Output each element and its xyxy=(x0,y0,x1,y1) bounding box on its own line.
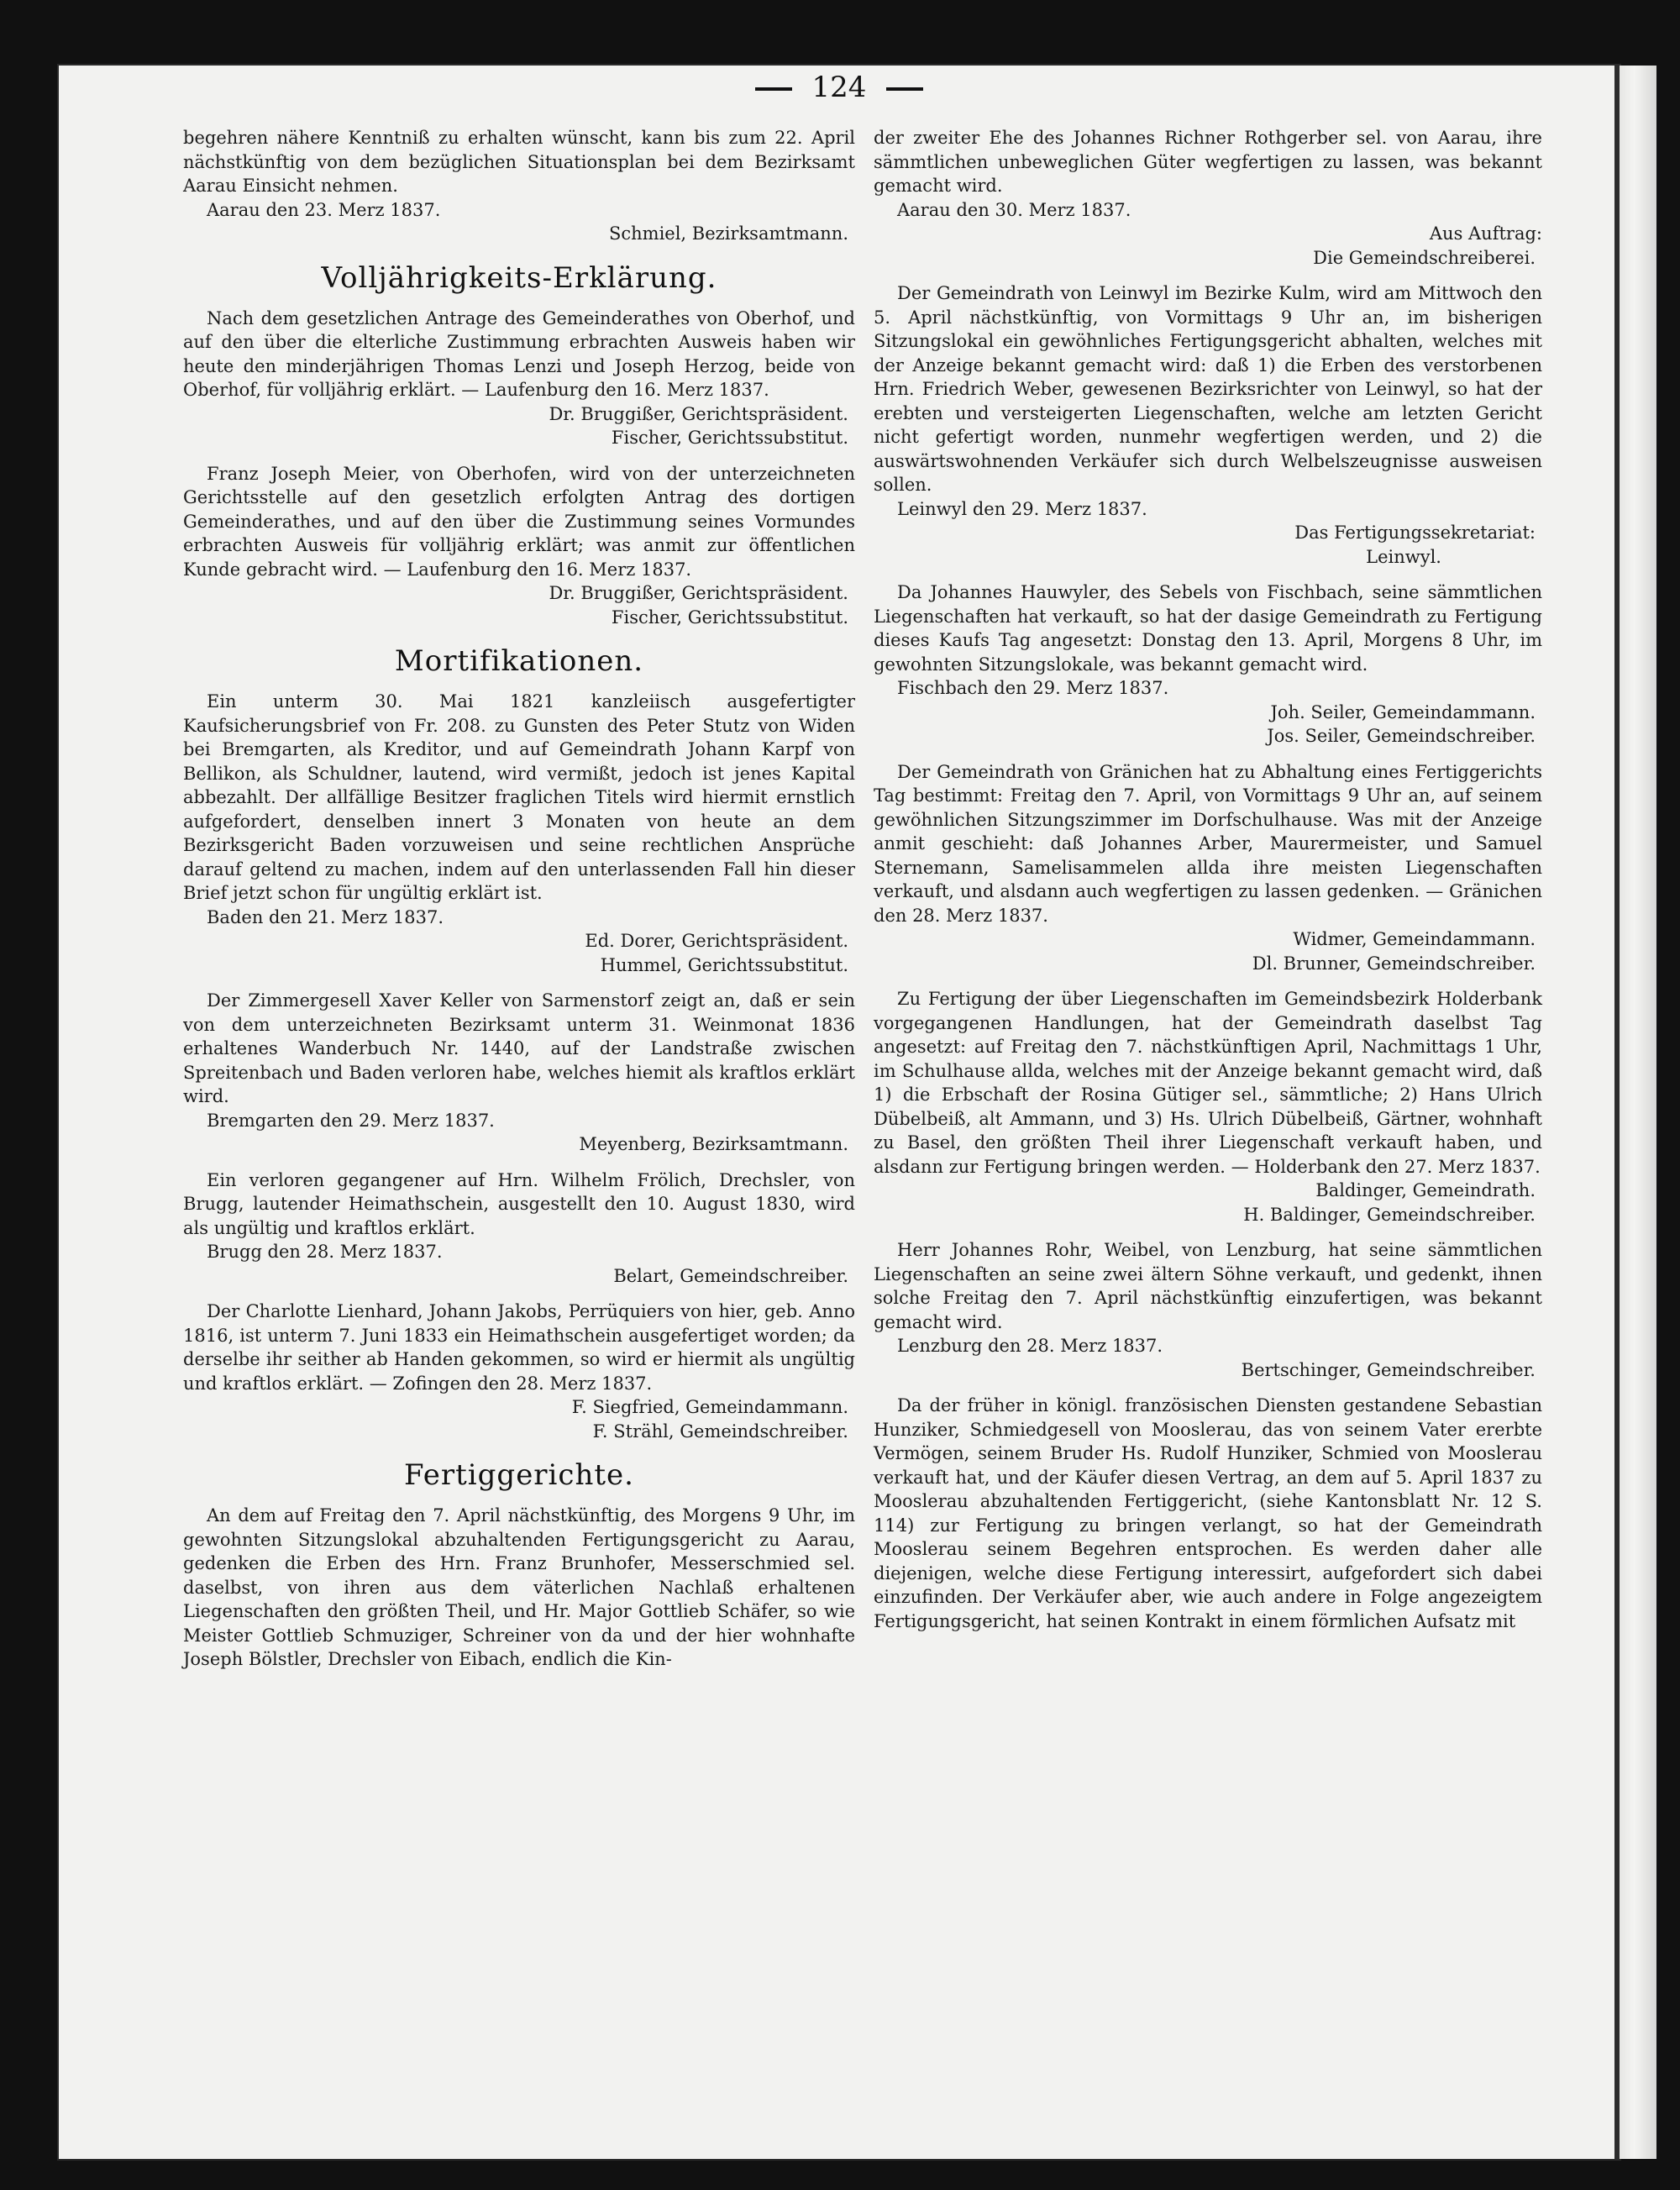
notice-court-6 xyxy=(874,1238,1542,1382)
section-heading-courts: Fertiggerichte. xyxy=(404,1458,634,1492)
notice-signature: Widmer, Gemeindammann. xyxy=(1293,929,1536,949)
page-header xyxy=(59,71,1620,104)
notice-signature: Fischer, Gerichtssubstitut. xyxy=(611,607,848,628)
notice-signature: Ed. Dorer, Gerichtspräsident. xyxy=(585,931,848,951)
notice-signature: F. Strähl, Gemeindschreiber. xyxy=(592,1421,848,1442)
section-heading-mortification: Mortifikationen. xyxy=(394,644,644,678)
notice-mortification-2 xyxy=(183,989,855,1157)
notice-date: Bremgarten den 29. Merz 1837. xyxy=(207,1110,495,1131)
left-column xyxy=(183,126,855,1683)
notice-body: Nach dem gesetzlichen Antrage des Gemeinderathes von Oberhof, und auf den über die elterliche Zustimmung erbrachten Ausweis haben wir heute den minderjährigen Thomas Lenzi und Joseph Herzog, beide von Oberhof, für volljährig erklärt. — Laufenburg den 16. Merz 1837. xyxy=(183,307,855,400)
notice-body: An dem auf Freitag den 7. April nächstkünftig, des Morgens 9 Uhr, im gewohnten Sitzungslokal abzuhaltenden Fertigungsgericht zu Aarau, gedenken die Erben des Hrn. Franz Brunhofer, Messerschmied sel. daselbst, von ihren aus dem väterlichen Nachlaß erhaltenen Liegenschaften den größten Theil, und Hr. Major Gottlieb Schäfer, so wie Meister Gottlieb Schmuziger, Schreiner von da und der hier wohnhafte Joseph Bölstler, Drechsler von Eibach, endlich die Kin- xyxy=(183,1505,855,1669)
section-heading-majority: Volljährigkeits-Erklärung. xyxy=(321,260,717,295)
notice-court-2 xyxy=(874,281,1542,569)
notice-body: Ein unterm 30. Mai 1821 kanzleiisch ausgefertigter Kaufsicherungsbrief von Fr. 208. zu Gunsten des Peter Stutz von Widen bei Bremgarten, als Kreditor, und auf Gemeindrath Johann Karpf von Bellikon, als Schuldner, lautend, wird vermißt, jedoch ist jenes Kapital abbezahlt. Der allfällige Besitzer fraglichen Titels wird hiermit ernstlich aufgefordert, denselben innert 3 Monaten von heute an dem Bezirksgericht Baden vorzuweisen und seine rechtlichen Ansprüche darauf geltend zu machen, indem auf den unterlassenden Fall hin dieser Brief jetzt schon für ungültig erklärt ist. xyxy=(183,691,855,903)
notice-signature: Hummel, Gerichtssubstitut. xyxy=(600,954,848,975)
notice-body: Der Gemeindrath von Leinwyl im Bezirke Kulm, wird am Mittwoch den 5. April nächstkünftig, von Vormittags 9 Uhr an, im bisherigen Sitzungslokal ein gewöhnliches Fertigungsgericht abhalten, welches mit der Anzeige bekannt gemacht wird: daß 1) die Erben des verstorbenen Hrn. Friedrich Weber, gewesenen Bezirksrichter von Leinwyl, so hat der erebten und versteigerten Liegenschaften, welche am letzten Gericht nicht gefertigt worden, nunmehr wegfertigen werden, und 2) die auswärtswohnenden Verkäufer sich durch Welbelszeugnisse ausweisen sollen. xyxy=(874,283,1542,495)
notice-body: Herr Johannes Rohr, Weibel, von Lenzburg, hat seine sämmtlichen Liegenschaften an seine zwei ältern Söhne verkauft, und gedenkt, ihnen solche Freitag den 7. April nächstkünftig einzufertigen, was bekannt gemacht wird. xyxy=(874,1240,1542,1332)
notice-signature: Dr. Bruggißer, Gerichtspräsident. xyxy=(549,583,848,603)
notice-signature: Aus Auftrag: xyxy=(1429,223,1542,244)
notice-top-fragment xyxy=(183,126,855,246)
header-dash-left xyxy=(755,87,792,91)
notice-signature: Joh. Seiler, Gemeindammann. xyxy=(1270,701,1536,722)
notice-signature: Das Fertigungssekretariat: xyxy=(1294,523,1536,543)
notice-body: Ein verloren gegangener auf Hrn. Wilhelm Frölich, Drechsler, von Brugg, lautender Heimathschein, ausgestellt den 10. August 1830, wird als ungültig und kraftlos erklärt. xyxy=(183,1169,855,1238)
notice-body: Der Zimmergesell Xaver Keller von Sarmenstorf zeigt an, daß er sein von dem unterzeichneten Bezirksamt unterm 31. Weinmonat 1836 erhaltenes Wanderbuch Nr. 1440, auf der Landstraße zwischen Spreitenbach und Baden verloren habe, welches hiemit als kraftlos erklärt wird. xyxy=(183,990,855,1106)
notice-body: begehren nähere Kenntniß zu erhalten wünscht, kann bis zum 22. April nächstkünftig von dem bezüglichen Situationsplan bei dem Bezirksamt Aarau Einsicht nehmen. xyxy=(183,128,855,196)
notice-signature: Leinwyl. xyxy=(1366,546,1441,567)
next-page-edge xyxy=(1620,66,1656,2159)
notice-mortification-3 xyxy=(183,1169,855,1289)
notice-signature: F. Siegfried, Gemeindammann. xyxy=(571,1397,848,1417)
notice-date: Lenzburg den 28. Merz 1837. xyxy=(897,1336,1163,1356)
notice-court-4 xyxy=(874,760,1542,976)
notice-signature: Fischer, Gerichtssubstitut. xyxy=(611,428,848,448)
notice-body: der zweiter Ehe des Johannes Richner Rothgerber sel. von Aarau, ihre sämmtlichen unbeweglichen Güter wegfertigen zu lassen, was bekannt gemacht wird. xyxy=(874,128,1542,196)
notice-body: Zu Fertigung der über Liegenschaften im Gemeindsbezirk Holderbank vorgegangenen Handlungen, hat der Gemeindrath daselbst Tag angesetzt: auf Freitag den 7. nächstkünftigen April, Nachmittags 1 Uhr, im Schulhause allda, welches mit der Anzeige bekannt gemacht wird, daß 1) die Erbschaft der Rosina Gütiger sel., sämmtliche; 2) Hans Ulrich Dübelbeiß, alt Ammann, und 3) Hs. Ulrich Dübelbeiß, Gärtner, wohnhaft zu Basel, den größten Theil ihrer Liegenschaft verkauft haben, und alsdann zur Fertigung bringen werden. — Holderbank den 27. Merz 1837. xyxy=(874,989,1542,1177)
notice-majority-2 xyxy=(183,462,855,630)
notice-signature: Belart, Gemeindschreiber. xyxy=(613,1265,848,1286)
notice-mortification-1 xyxy=(183,690,855,977)
notice-signature: Schmiel, Bezirksamtmann. xyxy=(608,223,848,244)
notice-court-5 xyxy=(874,987,1542,1226)
notice-signature: Die Gemeindschreiberei. xyxy=(1313,247,1536,268)
notice-body: Franz Joseph Meier, von Oberhofen, wird von der unterzeichneten Gerichtsstelle auf den gesetzlich erfolgten Antrag des dortigen Gemeinderathes, und auf den über die Zustimmung seines Vormundes erbrachten Ausweis für volljährig erklärt; was anmit zur öffentlichen Kunde gebracht wird. — Laufenburg den 16. Merz 1837. xyxy=(183,463,855,580)
notice-body: Der Gemeindrath von Gränichen hat zu Abhaltung eines Fertiggerichts Tag bestimmt: Freitag den 7. April, von Vormittags 9 Uhr an, auf seinem gewöhnlichen Sitzungszimmer im Dorfschulhause. Was mit der Anzeige anmit geschieht: daß Johannes Arber, Maurermeister, und Samuel Sternemann, Samelisammelen allda ihre meisten Liegenschaften verkauft, und alsdann auch wegfertigen zu lassen gedenken. — Gränichen den 28. Merz 1837. xyxy=(874,761,1542,926)
notice-date: Baden den 21. Merz 1837. xyxy=(207,906,444,927)
notice-signature: Baldinger, Gemeindrath. xyxy=(1315,1180,1536,1200)
notice-body: Da der früher in königl. französischen Diensten gestandene Sebastian Hunziker, Schmiedgesell von Mooslerau, das von seinem Vater ererbte Vermögen, seinem Bruder Hs. Rudolf Hunziker, Schmied von Mooslerau verkauft hat, und der Käufer diesen Vertrag, an dem auf 5. April 1837 zu Mooslerau abzuhaltenden Fertiggericht, (siehe Kantonsblatt Nr. 12 S. 114) zur Fertigung zu bringen verlangt, so hat der Gemeindrath Mooslerau seinem Begehren entsprochen. Es werden daher alle diejenigen, welche diese Fertigung interessirt, aufgefordert sich dabei einzufinden. Der Verkäufer aber, wie auch andere in Folge angezeigtem Fertigungsgericht, hat seinen Kontrakt in einem förmlichen Aufsatz mit xyxy=(874,1395,1542,1631)
notice-signature: Dr. Bruggißer, Gerichtspräsident. xyxy=(549,403,848,424)
notice-majority-1 xyxy=(183,307,855,450)
notice-court-1-start xyxy=(183,1504,855,1672)
page-number: 124 xyxy=(811,71,867,104)
notice-mortification-4 xyxy=(183,1300,855,1443)
notice-body: Da Johannes Hauwyler, des Sebels von Fischbach, seine sämmtlichen Liegenschaften hat verkauft, so hat der dasige Gemeindrath zu Fertigung dieses Kaufs Tag angesetzt: Donstag den 13. April, Morgens 8 Uhr, im gewohnten Sitzungslokale, was bekannt gemacht wird. xyxy=(874,582,1542,675)
notice-signature: Dl. Brunner, Gemeindschreiber. xyxy=(1252,953,1536,974)
header-dash-right xyxy=(886,87,923,91)
notice-court-3 xyxy=(874,580,1542,748)
notice-date: Brugg den 28. Merz 1837. xyxy=(207,1242,443,1262)
notice-court-7-start xyxy=(874,1394,1542,1633)
right-column xyxy=(874,126,1542,1645)
notice-body: Der Charlotte Lienhard, Johann Jakobs, Perrüquiers von hier, geb. Anno 1816, ist unterm 7. Juni 1833 ein Heimathschein ausgefertiget worden; da derselbe ihr seither ab Handen gekommen, so wird er hiermit als ungültig und kraftlos erklärt. — Zofingen den 28. Merz 1837. xyxy=(183,1301,855,1394)
notice-signature: Meyenberg, Bezirksamtmann. xyxy=(579,1134,848,1154)
notice-court-1-end xyxy=(874,126,1542,270)
notice-signature: Bertschinger, Gemeindschreiber. xyxy=(1241,1359,1536,1380)
notice-date: Leinwyl den 29. Merz 1837. xyxy=(897,498,1147,519)
notice-date: Fischbach den 29. Merz 1837. xyxy=(897,678,1169,698)
notice-signature: Jos. Seiler, Gemeindschreiber. xyxy=(1267,726,1536,746)
notice-date: Aarau den 23. Merz 1837. xyxy=(207,199,441,220)
notice-date: Aarau den 30. Merz 1837. xyxy=(897,199,1131,220)
notice-signature: H. Baldinger, Gemeindschreiber. xyxy=(1243,1204,1536,1225)
